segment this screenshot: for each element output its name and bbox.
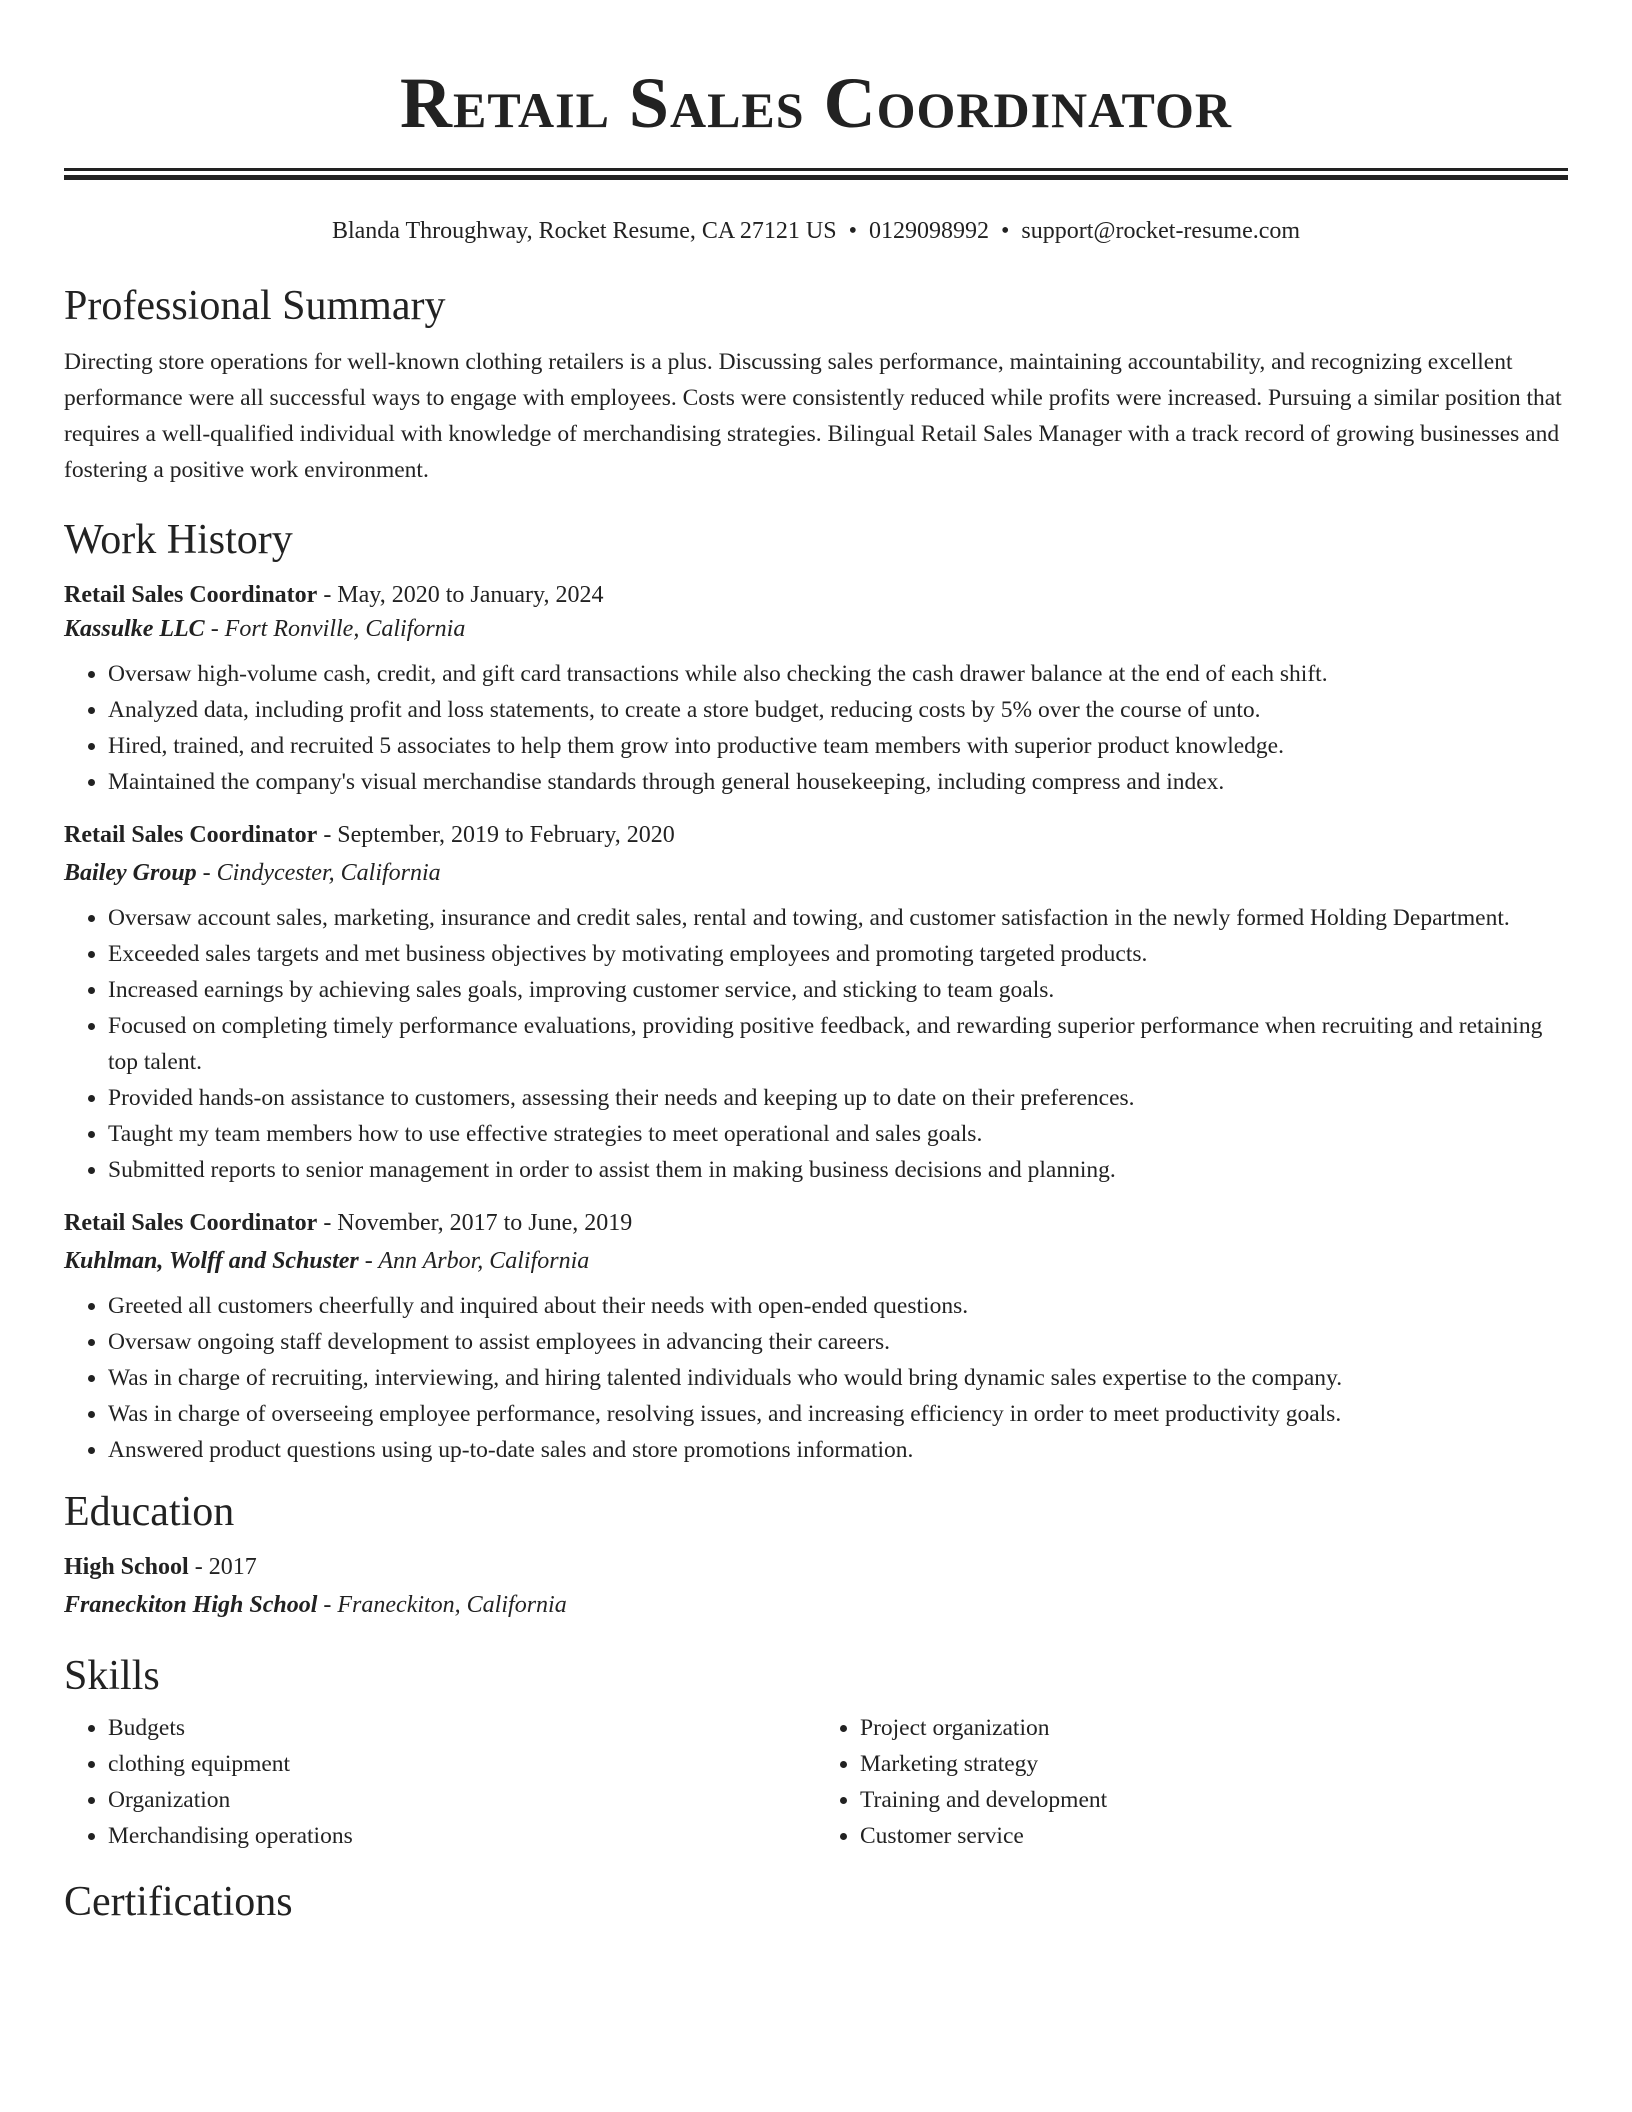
list-item: • Increased earnings by achieving sales goals, improving customer service, and sticking to team goals. bbox=[108, 972, 1568, 1008]
list-item: • Exceeded sales targets and met business objectives by motivating employees and promoting targeted products. bbox=[108, 936, 1568, 972]
education-school: Franeckiton High School bbox=[64, 1592, 318, 1618]
list-item: • Budgets bbox=[108, 1710, 816, 1746]
work-history-heading: Work History bbox=[64, 517, 293, 563]
job-bullets bbox=[64, 1288, 1568, 1468]
list-item: • Taught my team members how to use effective strategies to meet operational and sales goals. bbox=[108, 1116, 1568, 1152]
contact-phone: 0129098992 bbox=[868, 218, 989, 244]
job-location: - Fort Ronville, California bbox=[210, 616, 466, 642]
job-bullets bbox=[64, 656, 1568, 800]
skills-list bbox=[64, 1710, 1568, 1854]
education-school-line bbox=[64, 1588, 1568, 1622]
contact-email: support@rocket-resume.com bbox=[1021, 218, 1301, 244]
job-dates: - November, 2017 to June, 2019 bbox=[323, 1210, 633, 1236]
job-dates: - May, 2020 to January, 2024 bbox=[323, 582, 604, 608]
list-item: • Marketing strategy bbox=[860, 1746, 1568, 1782]
job-title: Retail Sales Coordinator bbox=[64, 582, 318, 608]
education-entry bbox=[64, 1550, 1568, 1622]
education-degree: High School bbox=[64, 1554, 189, 1580]
education-year: - 2017 bbox=[194, 1554, 257, 1580]
list-item: • Project organization bbox=[860, 1710, 1568, 1746]
list-item: • Oversaw high-volume cash, credit, and gift card transactions while also checking the cash drawer balance at the end of each shift. bbox=[108, 656, 1568, 692]
resume-page bbox=[64, 0, 1568, 1928]
contact-line bbox=[64, 216, 1568, 246]
job-company-line bbox=[64, 856, 1568, 890]
summary-heading: Professional Summary bbox=[64, 283, 446, 329]
list-item: • Submitted reports to senior management in order to assist them in making business decisions and planning. bbox=[108, 1152, 1568, 1188]
list-item: • clothing equipment bbox=[108, 1746, 816, 1782]
job-title: Retail Sales Coordinator bbox=[64, 822, 318, 848]
job-title-line bbox=[64, 818, 1568, 852]
list-item: • Customer service bbox=[860, 1818, 1568, 1854]
contact-separator: • bbox=[1000, 218, 1010, 244]
list-item: • Greeted all customers cheerfully and inquired about their needs with open-ended questions. bbox=[108, 1288, 1568, 1324]
list-item: • Was in charge of overseeing employee performance, resolving issues, and increasing efficiency in order to meet productivity goals. bbox=[108, 1396, 1568, 1432]
list-item: • Merchandising operations bbox=[108, 1818, 816, 1854]
education-location: - Franeckiton, California bbox=[323, 1592, 567, 1618]
summary-text: Directing store operations for well-known clothing retailers is a plus. Discussing sales performance, maintaining accountability, and recognizing excellent performance were all successful ways to engage with employees. Costs were consistently reduced while profits were increased. Pursuing a similar position that requires a well-qualified individual with knowledge of merchandising strategies. Bilingual Retail Sales Manager with a track record of growing businesses and fostering a positive work environment. bbox=[64, 349, 1562, 483]
job-company: Kuhlman, Wolff and Schuster bbox=[64, 1248, 359, 1274]
job-title-line bbox=[64, 578, 1568, 612]
list-item: • Provided hands-on assistance to customers, assessing their needs and keeping up to date on their preferences. bbox=[108, 1080, 1568, 1116]
job-dates: - September, 2019 to February, 2020 bbox=[323, 822, 675, 848]
job-entry bbox=[64, 578, 1568, 800]
list-item: • Was in charge of recruiting, interviewing, and hiring talented individuals who would bring dynamic sales expertise to the company. bbox=[108, 1360, 1568, 1396]
skills-column-right bbox=[816, 1710, 1568, 1854]
list-item: • Organization bbox=[108, 1782, 816, 1818]
list-item: • Training and development bbox=[860, 1782, 1568, 1818]
job-entry bbox=[64, 1206, 1568, 1468]
job-location: - Cindycester, California bbox=[202, 860, 441, 886]
list-item: • Focused on completing timely performance evaluations, providing positive feedback, and rewarding superior performance when recruiting and retaining top talent. bbox=[108, 1008, 1568, 1080]
job-bullets bbox=[64, 900, 1568, 1188]
education-degree-line bbox=[64, 1550, 1568, 1584]
job-company-line bbox=[64, 1244, 1568, 1278]
job-title: Retail Sales Coordinator bbox=[64, 1210, 318, 1236]
resume-title: Retail Sales Coordinator bbox=[400, 63, 1232, 143]
list-item: • Oversaw account sales, marketing, insurance and credit sales, rental and towing, and customer satisfaction in the newly formed Holding Department. bbox=[108, 900, 1568, 936]
skills-column-left bbox=[64, 1710, 816, 1854]
contact-separator: • bbox=[848, 218, 857, 244]
job-entry bbox=[64, 818, 1568, 1188]
certifications-heading: Certifications bbox=[64, 1879, 293, 1925]
list-item: • Oversaw ongoing staff development to assist employees in advancing their careers. bbox=[108, 1324, 1568, 1360]
list-item: • Hired, trained, and recruited 5 associates to help them grow into productive team members with superior product knowledge. bbox=[108, 728, 1568, 764]
list-item: • Maintained the company's visual merchandise standards through general housekeeping, including compress and index. bbox=[108, 764, 1568, 800]
job-company-line bbox=[64, 612, 1568, 646]
job-company: Bailey Group bbox=[64, 860, 197, 886]
job-title-line bbox=[64, 1206, 1568, 1240]
title-divider bbox=[64, 168, 1568, 180]
education-heading: Education bbox=[64, 1489, 235, 1535]
list-item: • Analyzed data, including profit and loss statements, to create a store budget, reducing costs by 5% over the course of unto. bbox=[108, 692, 1568, 728]
list-item: • Answered product questions using up-to-date sales and store promotions information. bbox=[108, 1432, 1568, 1468]
skills-heading: Skills bbox=[64, 1653, 160, 1699]
job-company: Kassulke LLC bbox=[64, 616, 205, 642]
contact-address: Blanda Throughway, Rocket Resume, CA 27121 US bbox=[331, 218, 837, 244]
job-location: - Ann Arbor, California bbox=[364, 1248, 590, 1274]
